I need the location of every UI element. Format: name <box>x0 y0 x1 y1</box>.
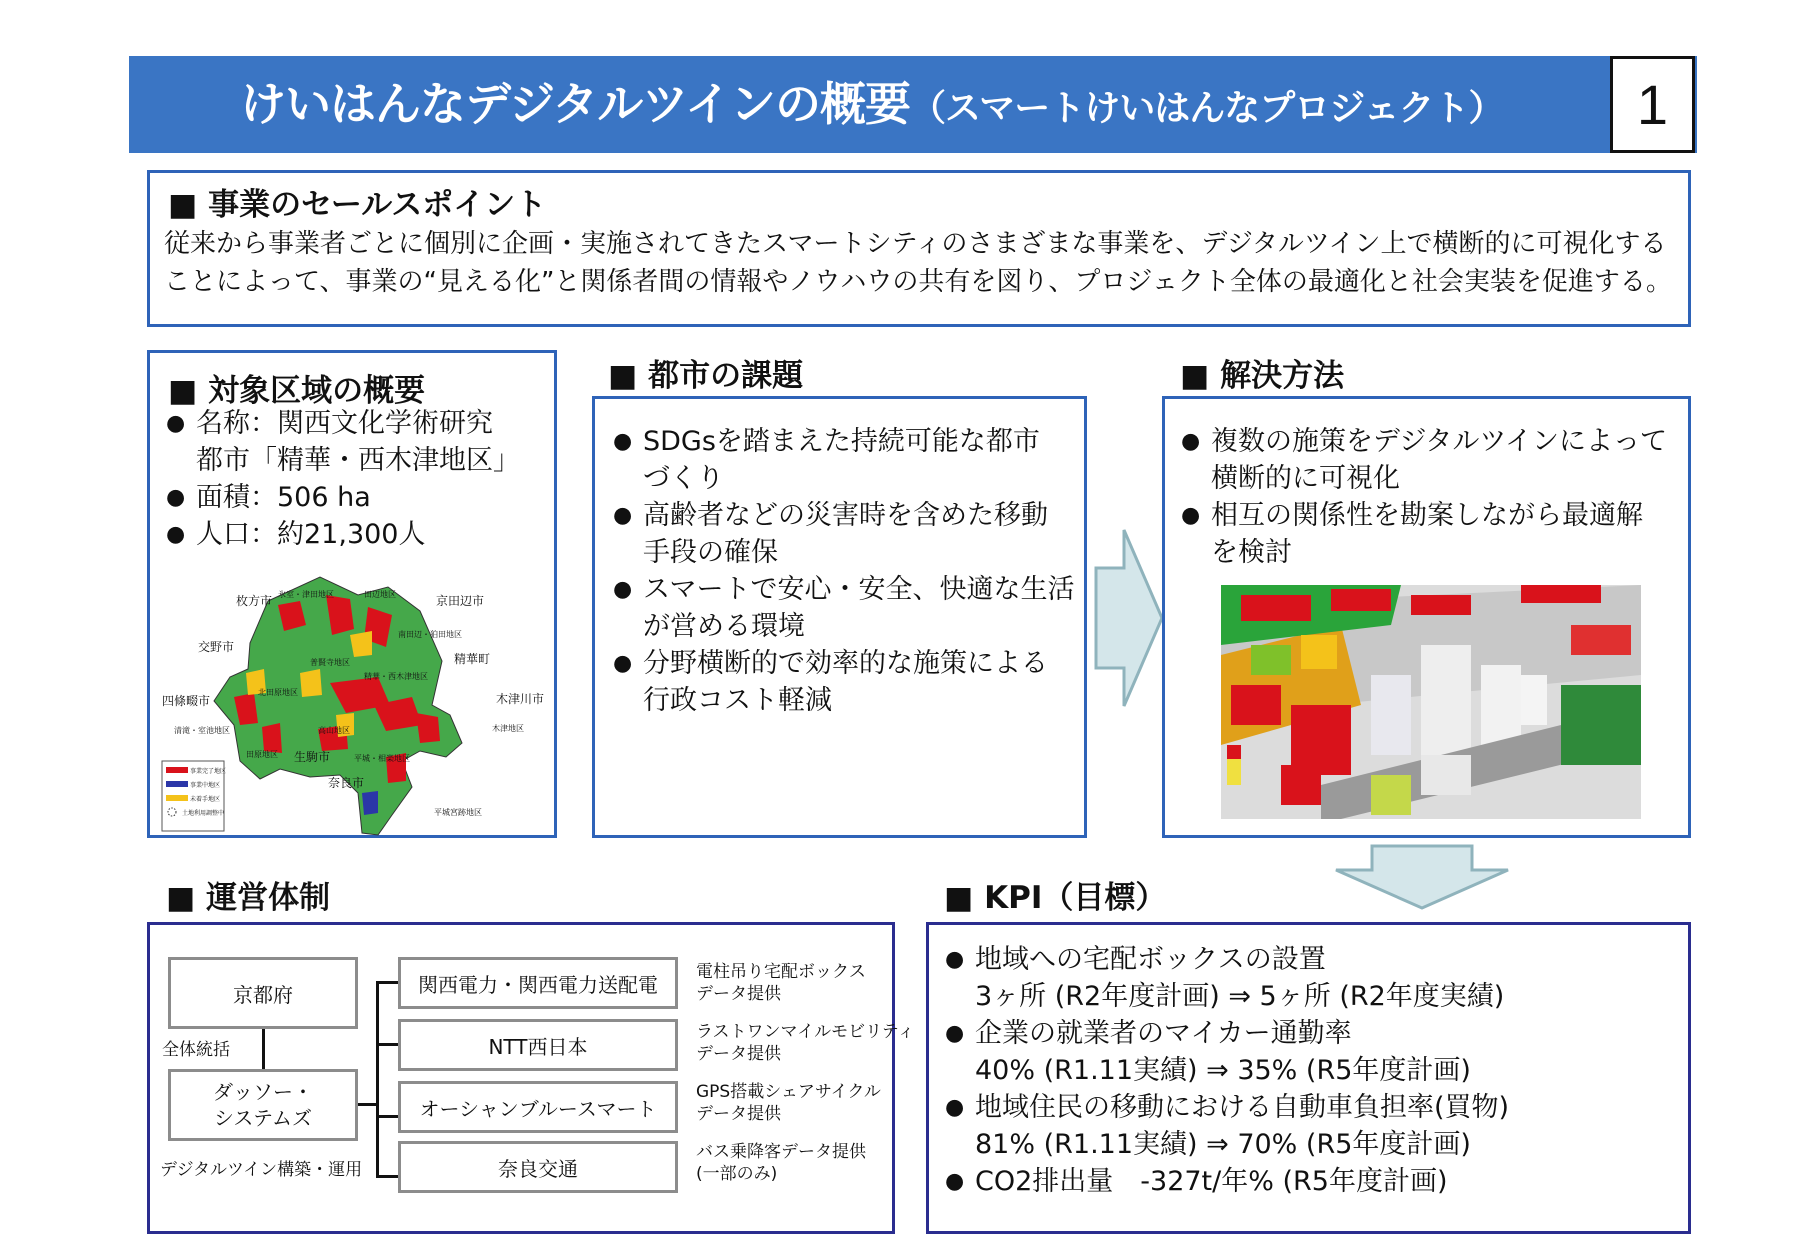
org-note-nara-kotsu-line-2: (一部のみ) <box>696 1164 778 1184</box>
org-line-vertical-left <box>262 1029 265 1069</box>
map-yellow-1 <box>300 669 322 697</box>
legend-adjusting: 土地利用調整中 <box>182 810 225 817</box>
org-note-nara-kotsu-line-1: バス乗降客データ提供 <box>696 1142 866 1162</box>
org-dassault-line-2: システムズ <box>214 1106 312 1130</box>
issues-heading: ■ 都市の課題 <box>608 358 804 394</box>
issue-item-1 <box>613 423 1083 497</box>
map-label-kyotanabe: 京田辺市 <box>436 594 485 608</box>
kpi-item-4 <box>945 1163 1685 1200</box>
solution-item-2 <box>1181 497 1686 571</box>
map-label-nara: 奈良市 <box>328 776 365 790</box>
kpi-list <box>945 941 1685 1200</box>
map-label-kizugawa: 木津川市 <box>496 692 545 706</box>
area-name-item <box>166 405 556 479</box>
map-yellow-2 <box>350 631 372 657</box>
target-area-heading: ■ 対象区域の概要 <box>168 373 426 409</box>
org-dassault-line-1: ダッソー・ <box>213 1080 313 1104</box>
page-title <box>240 56 1504 153</box>
org-line-horizontal-stub <box>358 1103 376 1106</box>
org-line-branch-2 <box>376 1043 398 1046</box>
legend-ongoing: 事業中地区 <box>190 782 221 789</box>
org-note-ntt <box>696 1021 914 1065</box>
target-area-list <box>166 405 556 553</box>
area-name-line-1: 名称：関西文化学術研究 <box>196 408 493 439</box>
page-number: 1 <box>1610 56 1695 153</box>
org-note-ocean <box>696 1081 881 1125</box>
org-kyoto: 京都府 <box>168 957 358 1029</box>
issues-list <box>613 423 1083 719</box>
org-note-ntt-line-2: データ提供 <box>696 1044 781 1064</box>
org-partner-ntt: NTT西日本 <box>398 1019 678 1071</box>
org-note-kansai-line-2: データ提供 <box>696 984 781 1004</box>
org-line-branch-4 <box>376 1175 398 1178</box>
org-dassault-role: デジタルツイン構築・運用 <box>160 1160 363 1180</box>
org-note-kansai <box>696 961 866 1005</box>
map-label-heijo-miyako: 平城宮跡地区 <box>434 808 482 817</box>
solution-2-line-1: 相互の関係性を勘案しながら最適解 <box>1211 500 1643 531</box>
map-red-7 <box>262 723 282 753</box>
org-dassault <box>168 1069 358 1141</box>
issue-2-line-1: 高齢者などの災害時を含めた移動 <box>643 500 1048 531</box>
right-arrow <box>1094 528 1164 708</box>
org-partner-ocean: オーシャンブルースマート <box>398 1081 678 1133</box>
org-note-nara-kotsu <box>696 1141 866 1185</box>
map-label-hirakata: 枚方市 <box>236 594 273 608</box>
issue-3-line-2: が営める環境 <box>643 611 805 642</box>
area-name-line-2: 都市「精華・西木津地区」 <box>196 445 520 476</box>
digital-twin-image <box>1221 585 1641 819</box>
kpi-3-line-1: 地域住民の移動における自動車負担率(買物) <box>975 1092 1510 1123</box>
map-label-seika: 精華町 <box>454 652 491 666</box>
org-note-ocean-line-2: データ提供 <box>696 1104 781 1124</box>
map-label-takayama: 高山地区 <box>318 726 350 735</box>
issue-item-4 <box>613 645 1083 719</box>
operation-heading: ■ 運営体制 <box>166 880 331 916</box>
map-blue-1 <box>362 791 378 815</box>
down-arrow <box>1332 844 1512 910</box>
issues-box <box>592 396 1087 838</box>
map-label-katano: 交野市 <box>198 640 235 654</box>
selling-points-line-2: ことによって、事業の“見える化”と関係者間の情報やノウハウの共有を図り、プロジェクト全体の最適化と社会実装を促進する。 <box>164 267 1672 297</box>
map-label-seika-nishikizu: 精華・西木津地区 <box>364 672 428 681</box>
issue-4-line-2: 行政コスト軽減 <box>643 685 832 716</box>
issue-1-line-2: づくり <box>643 463 724 494</box>
map-legend <box>162 761 226 831</box>
selling-points-line-1: 従来から事業者ごとに個別に企画・実施されてきたスマートシティのさまざまな事業を、デジタルツイン上で横断的に可視化する <box>164 229 1667 259</box>
kpi-1-line-2: 3ヶ所 (R2年度計画) ⇒ 5ヶ所 (R2年度実績) <box>975 981 1505 1012</box>
map-label-himuro: 氷室・津田地区 <box>278 590 334 599</box>
issue-4-line-1: 分野横断的で効率的な施策による <box>643 648 1048 679</box>
org-line-branch-1 <box>376 981 398 984</box>
kpi-1-line-1: 地域への宅配ボックスの設置 <box>975 944 1326 975</box>
org-note-ntt-line-1: ラストワンマイルモビリティ <box>696 1022 915 1042</box>
issue-item-3 <box>613 571 1083 645</box>
org-note-ocean-line-1: GPS搭載シェアサイクル <box>696 1082 881 1102</box>
area-population-item: ● 人口：約21,300人 <box>166 516 556 553</box>
selling-points-text <box>164 225 1672 301</box>
kpi-2-line-2: 40% (R1.11実績) ⇒ 35% (R5年度計画) <box>975 1055 1471 1086</box>
kpi-item-1 <box>945 941 1685 1015</box>
operation-box <box>147 922 915 1234</box>
org-note-kansai-line-1: 電柱吊り宅配ボックス <box>696 962 866 982</box>
solution-1-line-2: 横断的に可視化 <box>1211 463 1400 494</box>
map-label-kitatawara: 北田原地区 <box>258 688 298 697</box>
solution-1-line-1: 複数の施策をデジタルツインによって <box>1211 426 1668 457</box>
issue-item-2 <box>613 497 1083 571</box>
solution-heading: ■ 解決方法 <box>1180 358 1345 394</box>
kpi-4-line-1: CO2排出量 -327t/年% (R5年度計画) <box>975 1166 1448 1197</box>
solution-box <box>1162 396 1691 838</box>
selling-points-heading: ■ 事業のセールスポイント <box>168 187 547 223</box>
map-label-kiyotaki: 清滝・室池地区 <box>174 726 230 735</box>
kpi-3-line-2: 81% (R1.11実績) ⇒ 70% (R5年度計画) <box>975 1129 1471 1160</box>
solution-item-1 <box>1181 423 1686 497</box>
page-title-sub: （スマートけいはんなプロジェクト） <box>909 88 1504 129</box>
map-label-minami-tanabe: 南田辺・狛田地区 <box>398 630 462 639</box>
solution-list <box>1181 423 1686 571</box>
org-kyoto-role: 全体統括 <box>162 1040 230 1060</box>
issue-1-line-1: SDGsを踏まえた持続可能な都市 <box>643 426 1040 457</box>
map-label-ikoma: 生駒市 <box>294 750 331 764</box>
org-line-branch-3 <box>376 1115 398 1118</box>
issue-3-line-1: スマートで安心・安全、快適な生活 <box>643 574 1075 605</box>
map-label-heijo-soraku: 平城・相楽地区 <box>354 754 410 763</box>
kpi-heading: ■ KPI（目標） <box>944 880 1167 916</box>
kpi-box <box>926 922 1691 1234</box>
kpi-item-2 <box>945 1015 1685 1089</box>
map-label-shijonawate: 四條畷市 <box>162 694 211 708</box>
map-label-tawara: 田原地区 <box>246 750 278 759</box>
legend-pending: 未着手地区 <box>190 796 221 803</box>
map-label-fugenji: 普賢寺地区 <box>310 658 350 667</box>
kpi-item-3 <box>945 1089 1685 1163</box>
legend-done: 事業完了地区 <box>190 768 227 775</box>
map-red-8 <box>416 713 440 743</box>
page-title-main: けいはんなデジタルツインの概要 <box>240 77 910 131</box>
map-label-kizu: 木津地区 <box>492 724 524 733</box>
area-map <box>150 565 554 845</box>
issue-2-line-2: 手段の確保 <box>643 537 778 568</box>
org-partner-nara-kotsu: 奈良交通 <box>398 1141 678 1193</box>
selling-points-box <box>147 170 1691 327</box>
solution-2-line-2: を検討 <box>1211 537 1292 568</box>
target-area-box <box>147 350 557 838</box>
map-label-tanabe-area: 田辺地区 <box>364 590 396 599</box>
kpi-2-line-1: 企業の就業者のマイカー通勤率 <box>975 1018 1352 1049</box>
org-partner-kansai: 関西電力・関西電力送配電 <box>398 957 678 1009</box>
area-size-item: ● 面積：506 ha <box>166 479 556 516</box>
org-line-trunk <box>376 981 379 1177</box>
